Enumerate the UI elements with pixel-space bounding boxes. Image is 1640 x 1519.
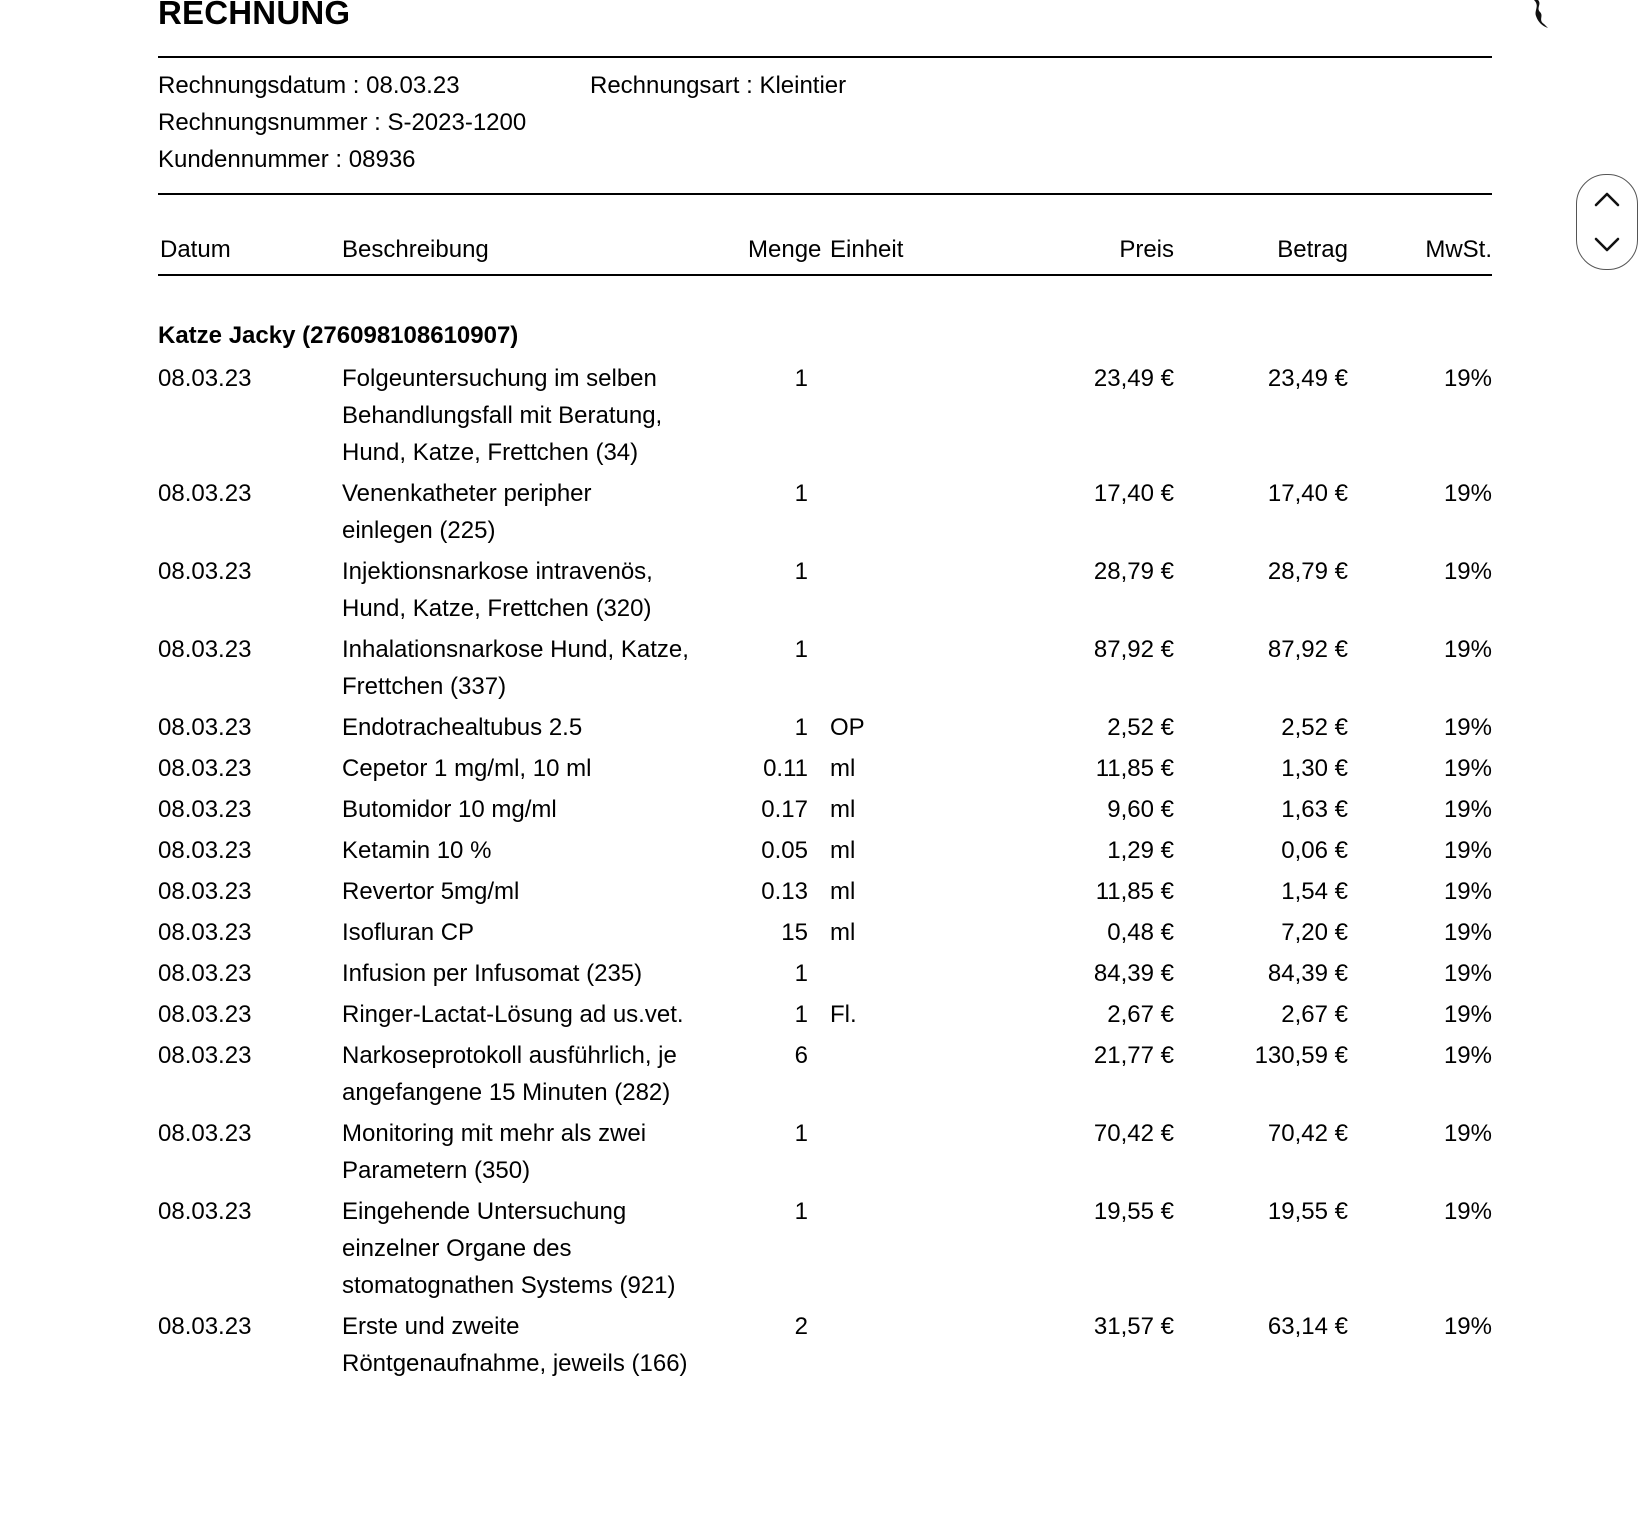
item-unit: ml bbox=[830, 878, 856, 905]
item-vat: 19% bbox=[1443, 878, 1492, 905]
item-date: 08.03.23 bbox=[158, 837, 252, 864]
table-row bbox=[158, 873, 1492, 910]
item-description: Ketamin 10 % bbox=[342, 837, 492, 864]
item-price: 17,40 € bbox=[1093, 480, 1174, 507]
column-header-vat: MwSt. bbox=[1425, 236, 1492, 263]
item-unit: Fl. bbox=[830, 1001, 857, 1028]
item-quantity: 1 bbox=[794, 558, 808, 585]
chevron-down-icon bbox=[1593, 236, 1621, 254]
item-price: 28,79 € bbox=[1093, 558, 1174, 585]
item-description: Eingehende Untersuchung einzelner Organe des stomatognathen Systems (921) bbox=[342, 1198, 676, 1299]
item-price: 87,92 € bbox=[1093, 636, 1174, 663]
item-date: 08.03.23 bbox=[158, 796, 252, 823]
item-price: 9,60 € bbox=[1107, 796, 1174, 823]
item-date: 08.03.23 bbox=[158, 1313, 252, 1340]
column-header-description: Beschreibung bbox=[342, 236, 489, 263]
scroll-up-button[interactable] bbox=[1577, 175, 1637, 223]
item-date: 08.03.23 bbox=[158, 1120, 252, 1147]
item-vat: 19% bbox=[1443, 365, 1492, 392]
customer-number-label: Kundennummer : bbox=[158, 146, 349, 173]
item-vat: 19% bbox=[1443, 1313, 1492, 1340]
item-date: 08.03.23 bbox=[158, 919, 252, 946]
item-quantity: 1 bbox=[794, 636, 808, 663]
item-quantity: 1 bbox=[794, 480, 808, 507]
item-vat: 19% bbox=[1443, 558, 1492, 585]
table-row bbox=[158, 709, 1492, 746]
item-price: 21,77 € bbox=[1093, 1042, 1174, 1069]
item-amount: 63,14 € bbox=[1267, 1313, 1348, 1340]
item-description: Revertor 5mg/ml bbox=[342, 878, 520, 905]
invoice-type-label: Rechnungsart : bbox=[590, 72, 760, 99]
item-date: 08.03.23 bbox=[158, 878, 252, 905]
item-vat: 19% bbox=[1443, 480, 1492, 507]
invoice-date-label: Rechnungsdatum : bbox=[158, 72, 367, 99]
chevron-up-icon bbox=[1593, 190, 1621, 208]
invoice-number bbox=[158, 109, 526, 137]
item-vat: 19% bbox=[1443, 1198, 1492, 1225]
item-description: Narkoseprotokoll ausführlich, je angefangene 15 Minuten (282) bbox=[342, 1042, 677, 1106]
item-price: 2,52 € bbox=[1107, 714, 1174, 741]
item-description: Infusion per Infusomat (235) bbox=[342, 960, 643, 987]
item-unit: OP bbox=[830, 714, 865, 741]
table-row bbox=[158, 996, 1492, 1033]
invoice-type-value: Kleintier bbox=[759, 72, 847, 99]
item-amount: 1,54 € bbox=[1281, 878, 1348, 905]
item-quantity: 1 bbox=[794, 365, 808, 392]
table-row bbox=[158, 1037, 1492, 1111]
item-description: Isofluran CP bbox=[342, 919, 475, 946]
item-unit: ml bbox=[830, 796, 856, 823]
item-price: 2,67 € bbox=[1107, 1001, 1174, 1028]
item-amount: 17,40 € bbox=[1267, 480, 1348, 507]
column-header-date: Datum bbox=[160, 236, 231, 263]
table-row bbox=[158, 360, 1492, 471]
invoice-date bbox=[158, 72, 460, 100]
table-row bbox=[158, 1308, 1492, 1382]
item-description: Injektionsnarkose intravenös, Hund, Katze, Frettchen (320) bbox=[342, 558, 653, 622]
item-amount: 7,20 € bbox=[1281, 919, 1348, 946]
item-date: 08.03.23 bbox=[158, 558, 252, 585]
item-date: 08.03.23 bbox=[158, 480, 252, 507]
scroll-down-button[interactable] bbox=[1577, 221, 1637, 269]
item-quantity: 15 bbox=[781, 919, 808, 946]
patient-group-title: Katze Jacky (276098108610907) bbox=[158, 322, 519, 349]
item-amount: 19,55 € bbox=[1267, 1198, 1348, 1225]
customer-number-value: 08936 bbox=[348, 146, 416, 173]
item-description: Endotrachealtubus 2.5 bbox=[342, 714, 583, 741]
item-price: 23,49 € bbox=[1093, 365, 1174, 392]
header-divider bbox=[158, 274, 1492, 276]
item-quantity: 0.17 bbox=[761, 796, 808, 823]
item-date: 08.03.23 bbox=[158, 714, 252, 741]
table-row bbox=[158, 631, 1492, 705]
item-vat: 19% bbox=[1443, 919, 1492, 946]
item-amount: 130,59 € bbox=[1254, 1042, 1348, 1069]
item-amount: 23,49 € bbox=[1267, 365, 1348, 392]
table-row bbox=[158, 1115, 1492, 1189]
item-amount: 2,52 € bbox=[1281, 714, 1348, 741]
item-price: 11,85 € bbox=[1095, 878, 1174, 905]
title-divider bbox=[158, 56, 1492, 58]
item-amount: 84,39 € bbox=[1267, 960, 1348, 987]
table-row bbox=[158, 750, 1492, 787]
item-amount: 1,63 € bbox=[1281, 796, 1348, 823]
table-row bbox=[158, 475, 1492, 549]
item-amount: 0,06 € bbox=[1281, 837, 1348, 864]
item-quantity: 1 bbox=[794, 960, 808, 987]
item-description: Monitoring mit mehr als zwei Parametern (350) bbox=[342, 1120, 647, 1184]
item-date: 08.03.23 bbox=[158, 365, 252, 392]
table-row bbox=[158, 553, 1492, 627]
item-price: 31,57 € bbox=[1093, 1313, 1174, 1340]
item-date: 08.03.23 bbox=[158, 755, 252, 782]
meta-divider bbox=[158, 193, 1492, 195]
item-vat: 19% bbox=[1443, 1042, 1492, 1069]
item-quantity: 6 bbox=[794, 1042, 808, 1069]
item-amount: 28,79 € bbox=[1267, 558, 1348, 585]
item-vat: 19% bbox=[1443, 1001, 1492, 1028]
item-date: 08.03.23 bbox=[158, 1198, 252, 1225]
item-quantity: 0.11 bbox=[763, 755, 808, 782]
item-description: Cepetor 1 mg/ml, 10 ml bbox=[342, 755, 592, 782]
item-vat: 19% bbox=[1443, 960, 1492, 987]
column-header-price: Preis bbox=[1119, 236, 1174, 263]
item-unit: ml bbox=[830, 755, 856, 782]
invoice-date-value: 08.03.23 bbox=[366, 72, 460, 99]
item-quantity: 1 bbox=[794, 1120, 808, 1147]
item-quantity: 1 bbox=[794, 1001, 808, 1028]
item-amount: 70,42 € bbox=[1267, 1120, 1348, 1147]
item-amount: 1,30 € bbox=[1281, 755, 1348, 782]
item-description: Erste und zweite Röntgenaufnahme, jeweils (166) bbox=[342, 1313, 688, 1377]
item-quantity: 0.05 bbox=[761, 837, 808, 864]
line-items bbox=[158, 360, 1492, 1386]
decorative-mark-icon bbox=[1532, 0, 1552, 30]
page-title: RECHNUNG bbox=[158, 0, 351, 31]
table-row bbox=[158, 832, 1492, 869]
item-quantity: 0.13 bbox=[761, 878, 808, 905]
table-row bbox=[158, 914, 1492, 951]
item-vat: 19% bbox=[1443, 837, 1492, 864]
item-amount: 2,67 € bbox=[1281, 1001, 1348, 1028]
item-price: 19,55 € bbox=[1093, 1198, 1174, 1225]
page-scroll-control bbox=[1576, 174, 1638, 270]
invoice-type bbox=[590, 72, 846, 100]
item-date: 08.03.23 bbox=[158, 1001, 252, 1028]
item-description: Ringer-Lactat-Lösung ad us.vet. bbox=[342, 1001, 684, 1028]
invoice-number-label: Rechnungsnummer : bbox=[158, 109, 388, 136]
item-price: 11,85 € bbox=[1095, 755, 1174, 782]
item-price: 1,29 € bbox=[1107, 837, 1174, 864]
item-description: Butomidor 10 mg/ml bbox=[342, 796, 557, 823]
item-date: 08.03.23 bbox=[158, 636, 252, 663]
item-vat: 19% bbox=[1443, 636, 1492, 663]
invoice-number-value: S-2023-1200 bbox=[387, 109, 527, 136]
item-unit: ml bbox=[830, 919, 856, 946]
item-unit: ml bbox=[830, 837, 856, 864]
item-price: 70,42 € bbox=[1093, 1120, 1174, 1147]
item-quantity: 1 bbox=[794, 714, 808, 741]
table-row bbox=[158, 955, 1492, 992]
item-description: Inhalationsnarkose Hund, Katze, Frettchen (337) bbox=[342, 636, 689, 700]
column-header-quantity: Menge bbox=[748, 236, 822, 263]
item-price: 0,48 € bbox=[1107, 919, 1174, 946]
column-header-unit: Einheit bbox=[830, 236, 904, 263]
table-row bbox=[158, 1193, 1492, 1304]
item-quantity: 2 bbox=[794, 1313, 808, 1340]
customer-number bbox=[158, 146, 416, 174]
item-amount: 87,92 € bbox=[1267, 636, 1348, 663]
item-description: Folgeuntersuchung im selben Behandlungsfall mit Beratung, Hund, Katze, Frettchen (34) bbox=[342, 365, 663, 466]
item-date: 08.03.23 bbox=[158, 1042, 252, 1069]
table-row bbox=[158, 791, 1492, 828]
item-quantity: 1 bbox=[794, 1198, 808, 1225]
item-vat: 19% bbox=[1443, 755, 1492, 782]
item-vat: 19% bbox=[1443, 1120, 1492, 1147]
column-header-amount: Betrag bbox=[1277, 236, 1348, 263]
item-description: Venenkatheter peripher einlegen (225) bbox=[342, 480, 592, 544]
item-price: 84,39 € bbox=[1093, 960, 1174, 987]
item-vat: 19% bbox=[1443, 714, 1492, 741]
item-vat: 19% bbox=[1443, 796, 1492, 823]
item-date: 08.03.23 bbox=[158, 960, 252, 987]
